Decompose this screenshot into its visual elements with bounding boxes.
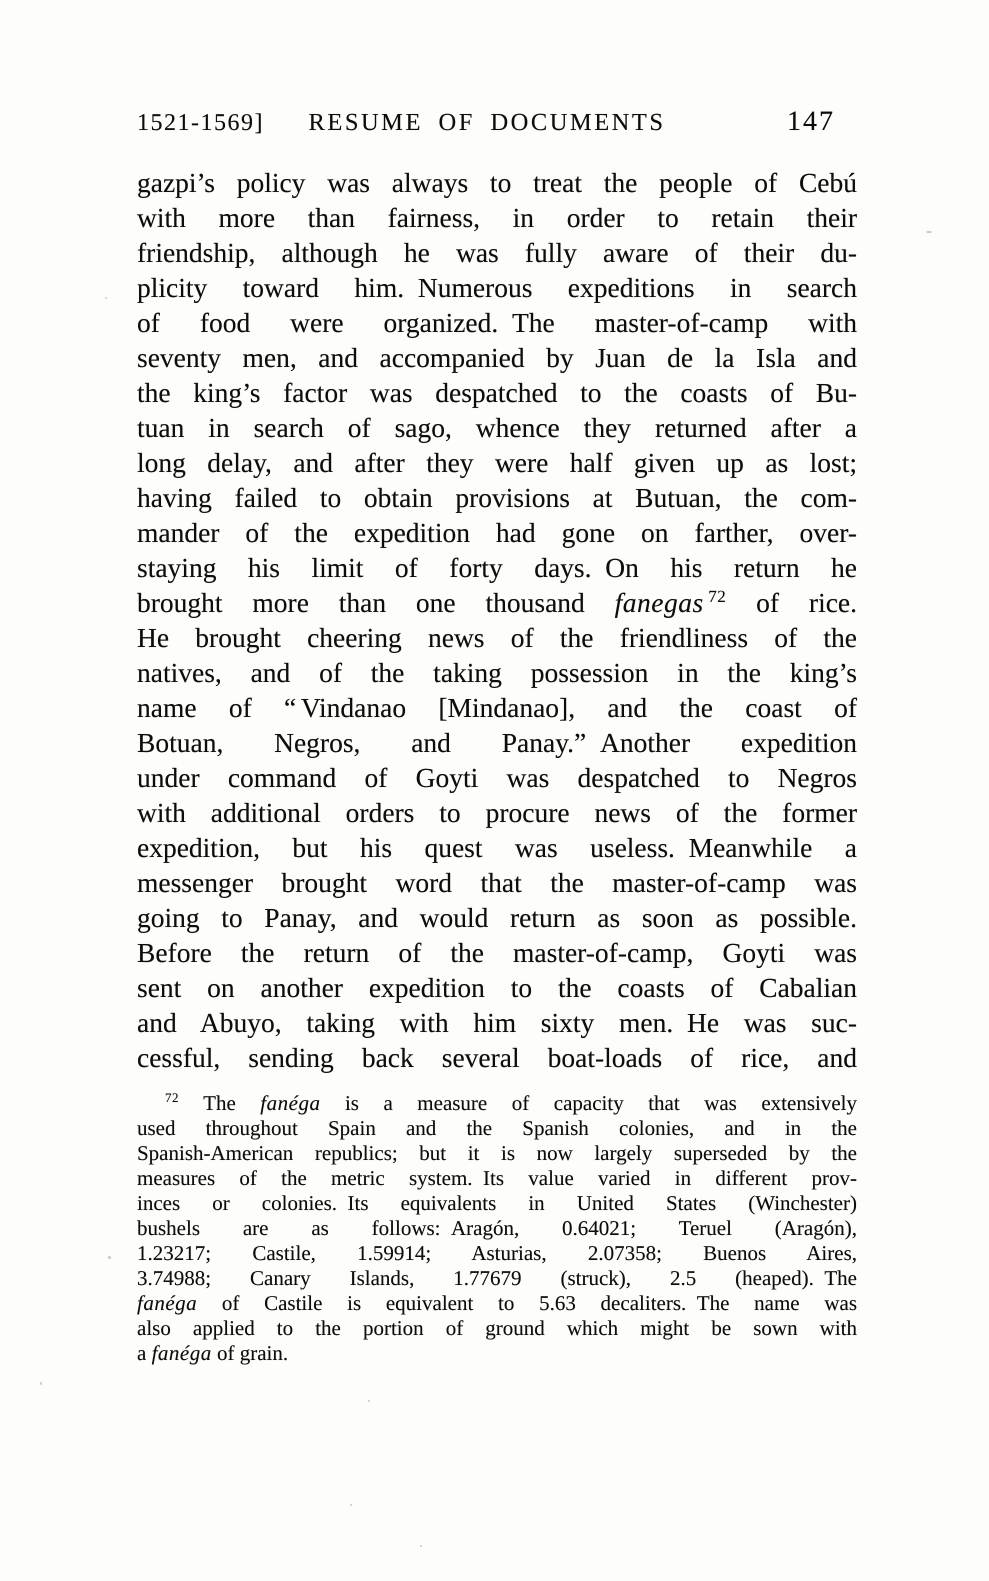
- text-line: having failed to obtain provisions at Butuan, the com-: [137, 482, 857, 513]
- scan-speck: [420, 1545, 422, 1547]
- text-line: a fanéga of grain.: [137, 1341, 289, 1365]
- text-line: fanéga of Castile is equivalent to 5.63 decaliters. The name was: [137, 1291, 857, 1315]
- text-line: cessful, sending back several boat-loads of rice, and: [137, 1042, 857, 1073]
- text-line: of food were organized. The master-of-camp with: [137, 307, 857, 338]
- text-line: also applied to the portion of ground which might be sown with: [137, 1316, 857, 1340]
- text-line: He brought cheering news of the friendliness of the: [137, 622, 857, 653]
- text-line: Spanish-American republics; but it is now largely superseded by the: [137, 1141, 857, 1165]
- page-number: 147: [787, 106, 835, 137]
- text-line: mander of the expedition had gone on farther, over-: [137, 517, 857, 548]
- text-line: measures of the metric system. Its value varied in different prov-: [137, 1166, 857, 1190]
- body-text: [137, 165, 857, 1075]
- text-line: brought more than one thousand fanegas $^{72}$ of rice.: [137, 586, 857, 618]
- scan-speck: [108, 1256, 111, 1259]
- text-line: Before the return of the master-of-camp, Goyti was: [137, 937, 857, 968]
- text-line: gazpi’s policy was always to treat the people of Cebú: [137, 167, 857, 198]
- text-line: and Abuyo, taking with him sixty men. He was suc-: [137, 1007, 857, 1038]
- text-line: 3.74988; Canary Islands, 1.77679 (struck), 2.5 (heaped). The: [137, 1266, 857, 1290]
- running-title: RESUME OF DOCUMENTS: [308, 109, 666, 136]
- text-line: natives, and of the taking possession in the king’s: [137, 657, 857, 688]
- text-line: with more than fairness, in order to retain their: [137, 202, 857, 233]
- text-line: staying his limit of forty days. On his return he: [137, 552, 857, 583]
- text-line: going to Panay, and would return as soon as possible.: [137, 902, 857, 933]
- text-line: the king’s factor was despatched to the coasts of Bu-: [137, 377, 857, 408]
- footnote-reference: 72: [165, 1090, 180, 1105]
- scan-speck: [105, 297, 107, 299]
- text-line: $^{72}$ The fanéga is a measure of capacity that was extensively: [165, 1090, 857, 1115]
- text-line: with additional orders to procure news of the former: [137, 797, 857, 828]
- text-line: plicity toward him. Numerous expeditions in search: [137, 272, 857, 303]
- running-head: [137, 106, 857, 138]
- text-line: sent on another expedition to the coasts of Cabalian: [137, 972, 857, 1003]
- text-line: expedition, but his quest was useless. Meanwhile a: [137, 832, 857, 863]
- text-line: name of “ Vindanao [Mindanao], and the coast of: [137, 692, 857, 723]
- text-line: friendship, although he was fully aware of their du-: [137, 237, 857, 268]
- text-line: inces or colonies. Its equivalents in United States (Winchester): [137, 1191, 857, 1215]
- text-line: 1.23217; Castile, 1.59914; Asturias, 2.07358; Buenos Aires,: [137, 1241, 857, 1265]
- footnote: [137, 1091, 857, 1366]
- text-line: seventy men, and accompanied by Juan de la Isla and: [137, 342, 857, 373]
- text-line: under command of Goyti was despatched to Negros: [137, 762, 857, 793]
- text-line: Botuan, Negros, and Panay.” Another expedition: [137, 727, 857, 758]
- text-line: long delay, and after they were half given up as lost;: [137, 447, 857, 478]
- scan-speck: [368, 1400, 370, 1402]
- scan-speck: [350, 1504, 352, 1506]
- date-range: 1521-1569]: [137, 110, 264, 136]
- footnote-reference: 72: [708, 586, 727, 606]
- text-line: bushels are as follows: Aragón, 0.64021; Teruel (Aragón),: [137, 1216, 857, 1240]
- text-line: messenger brought word that the master-of-camp was: [137, 867, 857, 898]
- text-line: used throughout Spain and the Spanish colonies, and in the: [137, 1116, 857, 1140]
- scan-speck: [926, 231, 932, 233]
- scan-speck: [40, 1382, 42, 1385]
- text-line: tuan in search of sago, whence they returned after a: [137, 412, 857, 443]
